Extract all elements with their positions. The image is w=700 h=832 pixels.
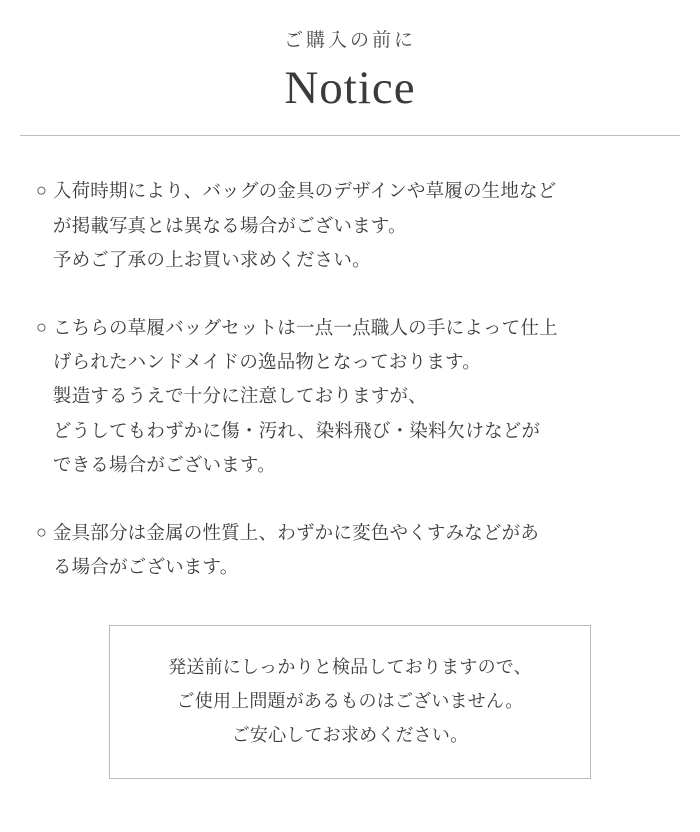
note-item (36, 516, 664, 584)
note-line: る場合がございます。 (52, 556, 239, 578)
page-header (0, 0, 700, 136)
note-text (53, 516, 664, 584)
note-line: 製造するうえで十分に注意しておりますが、 (52, 385, 427, 407)
note-bullet-icon: ○ (36, 180, 47, 201)
note-text (53, 311, 664, 482)
note-line: 入荷時期により、バッグの金具のデザインや草履の生地など (52, 180, 557, 202)
page-subtitle: ご購入の前に (283, 30, 416, 51)
boxed-note-wrapper (0, 625, 700, 780)
note-line: 予めご了承の上お買い求めください。 (52, 248, 371, 270)
boxed-note-line: 発送前にしっかりと検品しておりますので、 (168, 656, 532, 677)
note-bullet-icon: ○ (36, 317, 47, 337)
boxed-note (109, 625, 591, 780)
note-line: どうしてもわずかに傷・汚れ、染料飛び・染料欠けなどが (52, 419, 541, 441)
boxed-note-line: ご安心してお求めください。 (231, 724, 469, 745)
boxed-note-line: ご使用上問題があるものはございません。 (176, 690, 524, 711)
note-line: げられたハンドメイドの逸品物となっております。 (52, 351, 481, 373)
notes-list (0, 136, 700, 618)
note-item (36, 174, 664, 277)
note-bullet-icon: ○ (36, 522, 47, 543)
note-line: こちらの草履バッグセットは一点一点職人の手によって仕上 (52, 317, 558, 338)
note-line: できる場合がございます。 (52, 453, 276, 475)
note-item (36, 311, 664, 482)
note-line: 金具部分は金属の性質上、わずかに変色やくすみなどがあ (52, 522, 540, 544)
note-text (53, 174, 664, 277)
note-line: が掲載写真とは異なる場合がございます。 (52, 214, 407, 236)
page-title: Notice (284, 61, 416, 114)
